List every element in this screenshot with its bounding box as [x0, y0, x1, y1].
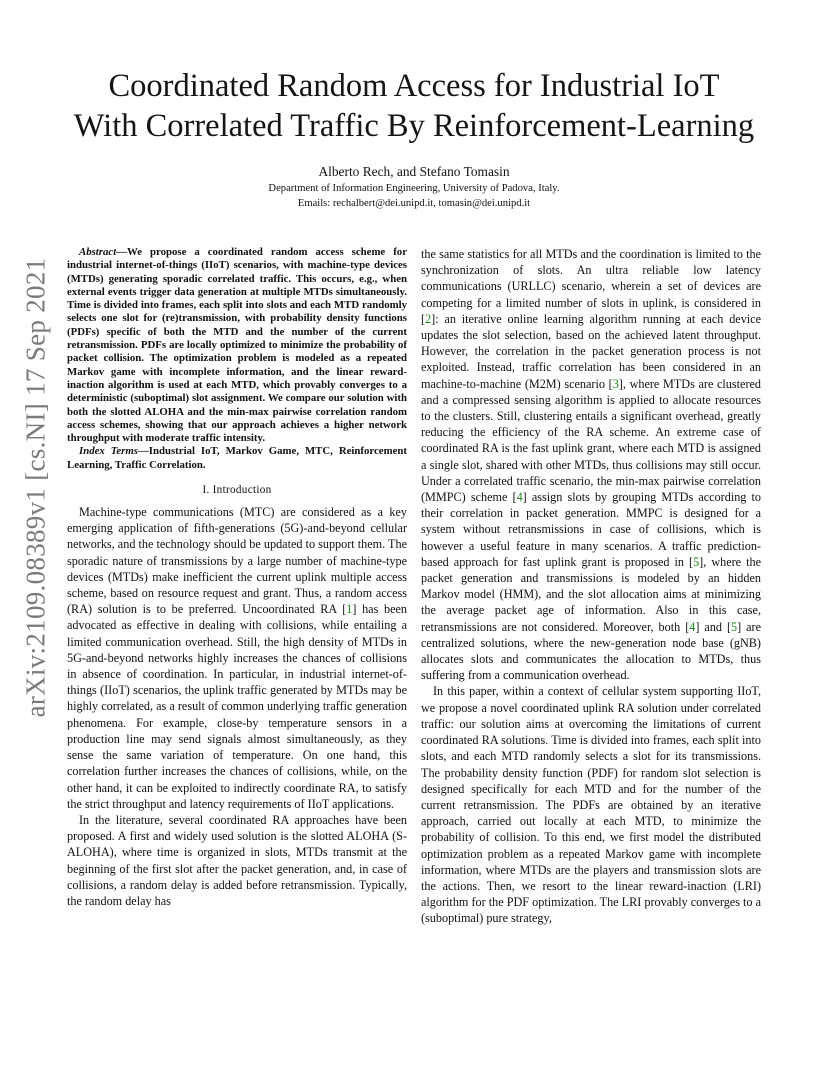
text-span: and: [704, 619, 722, 634]
citation-link[interactable]: [ 5 ]: [689, 555, 703, 569]
index-terms: [67, 445, 407, 472]
text-span: , where MTDs are clustered and a compressed sensing algorithm is applied to allocate resources to the clusters. Still, clustering entails a significant overhead, greatly reducing the efficiency of the RA scheme. An extreme case of coordinated RA is the fast uplink grant, where each MTD is assigned a single slot, shared with other MTDs, thus collisions may still occur. Under a correlated traffic scenario, the min-max pairwise correlation (MMPC) scheme: [421, 376, 762, 505]
intro-paragraph-3: [421, 683, 761, 926]
right-column: [421, 246, 761, 927]
intro-paragraph-1: [67, 504, 407, 812]
intro-paragraph-2: [67, 812, 407, 909]
title-line-1: Coordinated Random Access for Industrial IoT: [108, 68, 720, 104]
text-span: Machine-type communications (MTC) are considered as a key emerging application of fifth-generations (5G)-and-beyond cellular networks, and the technology should be updated to support them. The sporadic nature of transmissions by a large number of machine-type devices (MTDs) make inefficient the current uplink multiple access scheme, based on resource request and grant. Thus, a random access (RA) solution is to be preferred. Uncoordinated RA: [67, 505, 407, 617]
authors: Alberto Rech, and Stefano Tomasin: [318, 164, 510, 179]
left-column: [67, 246, 407, 909]
abstract-label: Abstract: [79, 246, 117, 258]
arxiv-identifier: [14, 257, 58, 717]
text-span: are centralized solutions, where the new-generation node base (gNB) allocates slots and communicates the allocation to MTDs, thus suffering from a communication overhead.: [421, 619, 762, 683]
index-terms-text: —Industrial IoT, Markov Game, MTC, Reinforcement Learning, Traffic Correlation.: [67, 445, 407, 471]
arxiv-id-text: arXiv:2109.08389v1 [cs.NI] 17 Sep 2021: [20, 257, 51, 717]
citation-link[interactable]: [ 1 ]: [342, 602, 356, 616]
text-span: In the literature, several coordinated RA approaches have been proposed. A first and widely used solution is the slotted ALOHA (S-ALOHA), where time is organized in slots, MTDs transmit at the beginning of the first slot after the packet generation, and, in case of collisions, a random delay is added before retransmission. Typically, the random delay has: [67, 812, 407, 908]
intro-paragraph-2-cont: [421, 246, 761, 683]
abstract-text: —We propose a coordinated random access scheme for industrial internet-of-things (IIoT) scenarios, with machine-type devices (MTDs) generating sporadic correlated traffic. This occurs, e.g., when external events trigger data generation at multiple MTDs simultaneously. Time is divided into frames, each split into slots and each MTD randomly selects one slot for (re)transmission, with probability density functions (PDFs) specific of both the MTD and the number of the current retransmission. PDFs are locally optimized to minimize the probability of packet collision. The optimization problem is modeled as a repeated Markov game with incomplete information, and the linear reward-inaction algorithm is used at each MTD, which provably converges to a deterministic (suboptimal) slot assignment. We compare our solution with both the slotted ALOHA and the min-max pairwise correlation random access schemes, showing that our approach achieves a higher network throughput with moderate traffic intensity.: [67, 246, 407, 445]
affiliation: Department of Information Engineering, University of Padova, Italy.: [268, 183, 560, 194]
text-span: has been advocated as effective in dealing with collisions, while entailing a limited communication overhead. Still, the high density of MTDs in 5G-and-beyond networks highly increases the chances of collisions in absence of coordination. In particular, in industrial internet-of-things (IIoT) scenarios, the uplink traffic generated by MTDs may be highly correlated, as a result of common underlying traffic generation phenomena. For example, close-by temperature sensors in a production line may send signals almost simultaneously, as they sense the same variation of temperature. On one hand, this correlation further increases the chances of collisions, while, on the other hand, it can be exploited to indirectly coordinate RA, to satisfy the strict throughput and latency requirements of IIoT applications.: [67, 602, 408, 811]
citation-link[interactable]: [ 4 ]: [513, 490, 527, 504]
text-span: assign slots by grouping MTDs according to their correlation in packet generation. MMPC is designed for a system without retransmissions in case of collisions, which is however a useful feature in many scenarios. A traffic prediction-based approach for fast uplink grant is proposed in: [421, 490, 762, 569]
text-span: the same statistics for all MTDs and the coordination is limited to the synchronization of slots. An ultra reliable low latency communications (URLLC) scenario, wherein a set of devices are competing for a limited number of slots in uplink, is considered in: [421, 247, 761, 310]
citation-link[interactable]: [ 4 ]: [685, 620, 699, 634]
title-line-2: With Correlated Traffic By Reinforcement-Learning: [73, 108, 755, 144]
index-terms-label: Index Terms: [79, 445, 138, 458]
text-span: : an iterative online learning algorithm running at each device updates the slot selection, based on the achieved latent throughput. However, the correlation in the packet generation process is not exploited. Instead, traffic correlation has been considered in an machine-to-machine (M2M) scenario: [421, 311, 761, 391]
paper-title: [60, 66, 768, 146]
author-emails: Emails: rechalbert@dei.unipd.it, tomasin@dei.unipd.it: [297, 198, 531, 209]
abstract: [67, 246, 407, 445]
citation-link[interactable]: [ 5 ]: [727, 620, 741, 634]
citation-link[interactable]: [ 3 ]: [609, 377, 623, 391]
text-span: In this paper, within a context of cellular system supporting IIoT, we propose a novel coordinated uplink RA solution under correlated traffic: our solution aims at overcoming the limitations of current coordinated RA solutions. Time is divided into frames, each split into slots, and each MTD randomly selects a slot for its transmissions. The probability density function (PDF) for random slot selection is designed specifically for each MTD and for the number of the current retransmission. The PDFs are obtained by an iterative approach, carried out locally at each MTD, to minimize the probability of collision. To this end, we first model the distributed optimization problem as a repeated Markov game with incomplete information, where MTDs are the players and transmission slots are the actions. Then, we resort to the linear reward-inaction (LRI) algorithm for the PDF optimization. The LRI provably converges to a (suboptimal) pure strategy,: [421, 684, 761, 926]
citation-link[interactable]: [ 2 ]: [421, 312, 435, 326]
section-heading-introduction: I. Introduction: [202, 484, 272, 497]
text-span: , where the packet generation and transmissions is modeled by an hidden Markov model (HMM), and the slot allocation aims at minimizing the average packet age of information. Also in this case, retransmissions are not considered. Moreover, both: [421, 554, 762, 634]
